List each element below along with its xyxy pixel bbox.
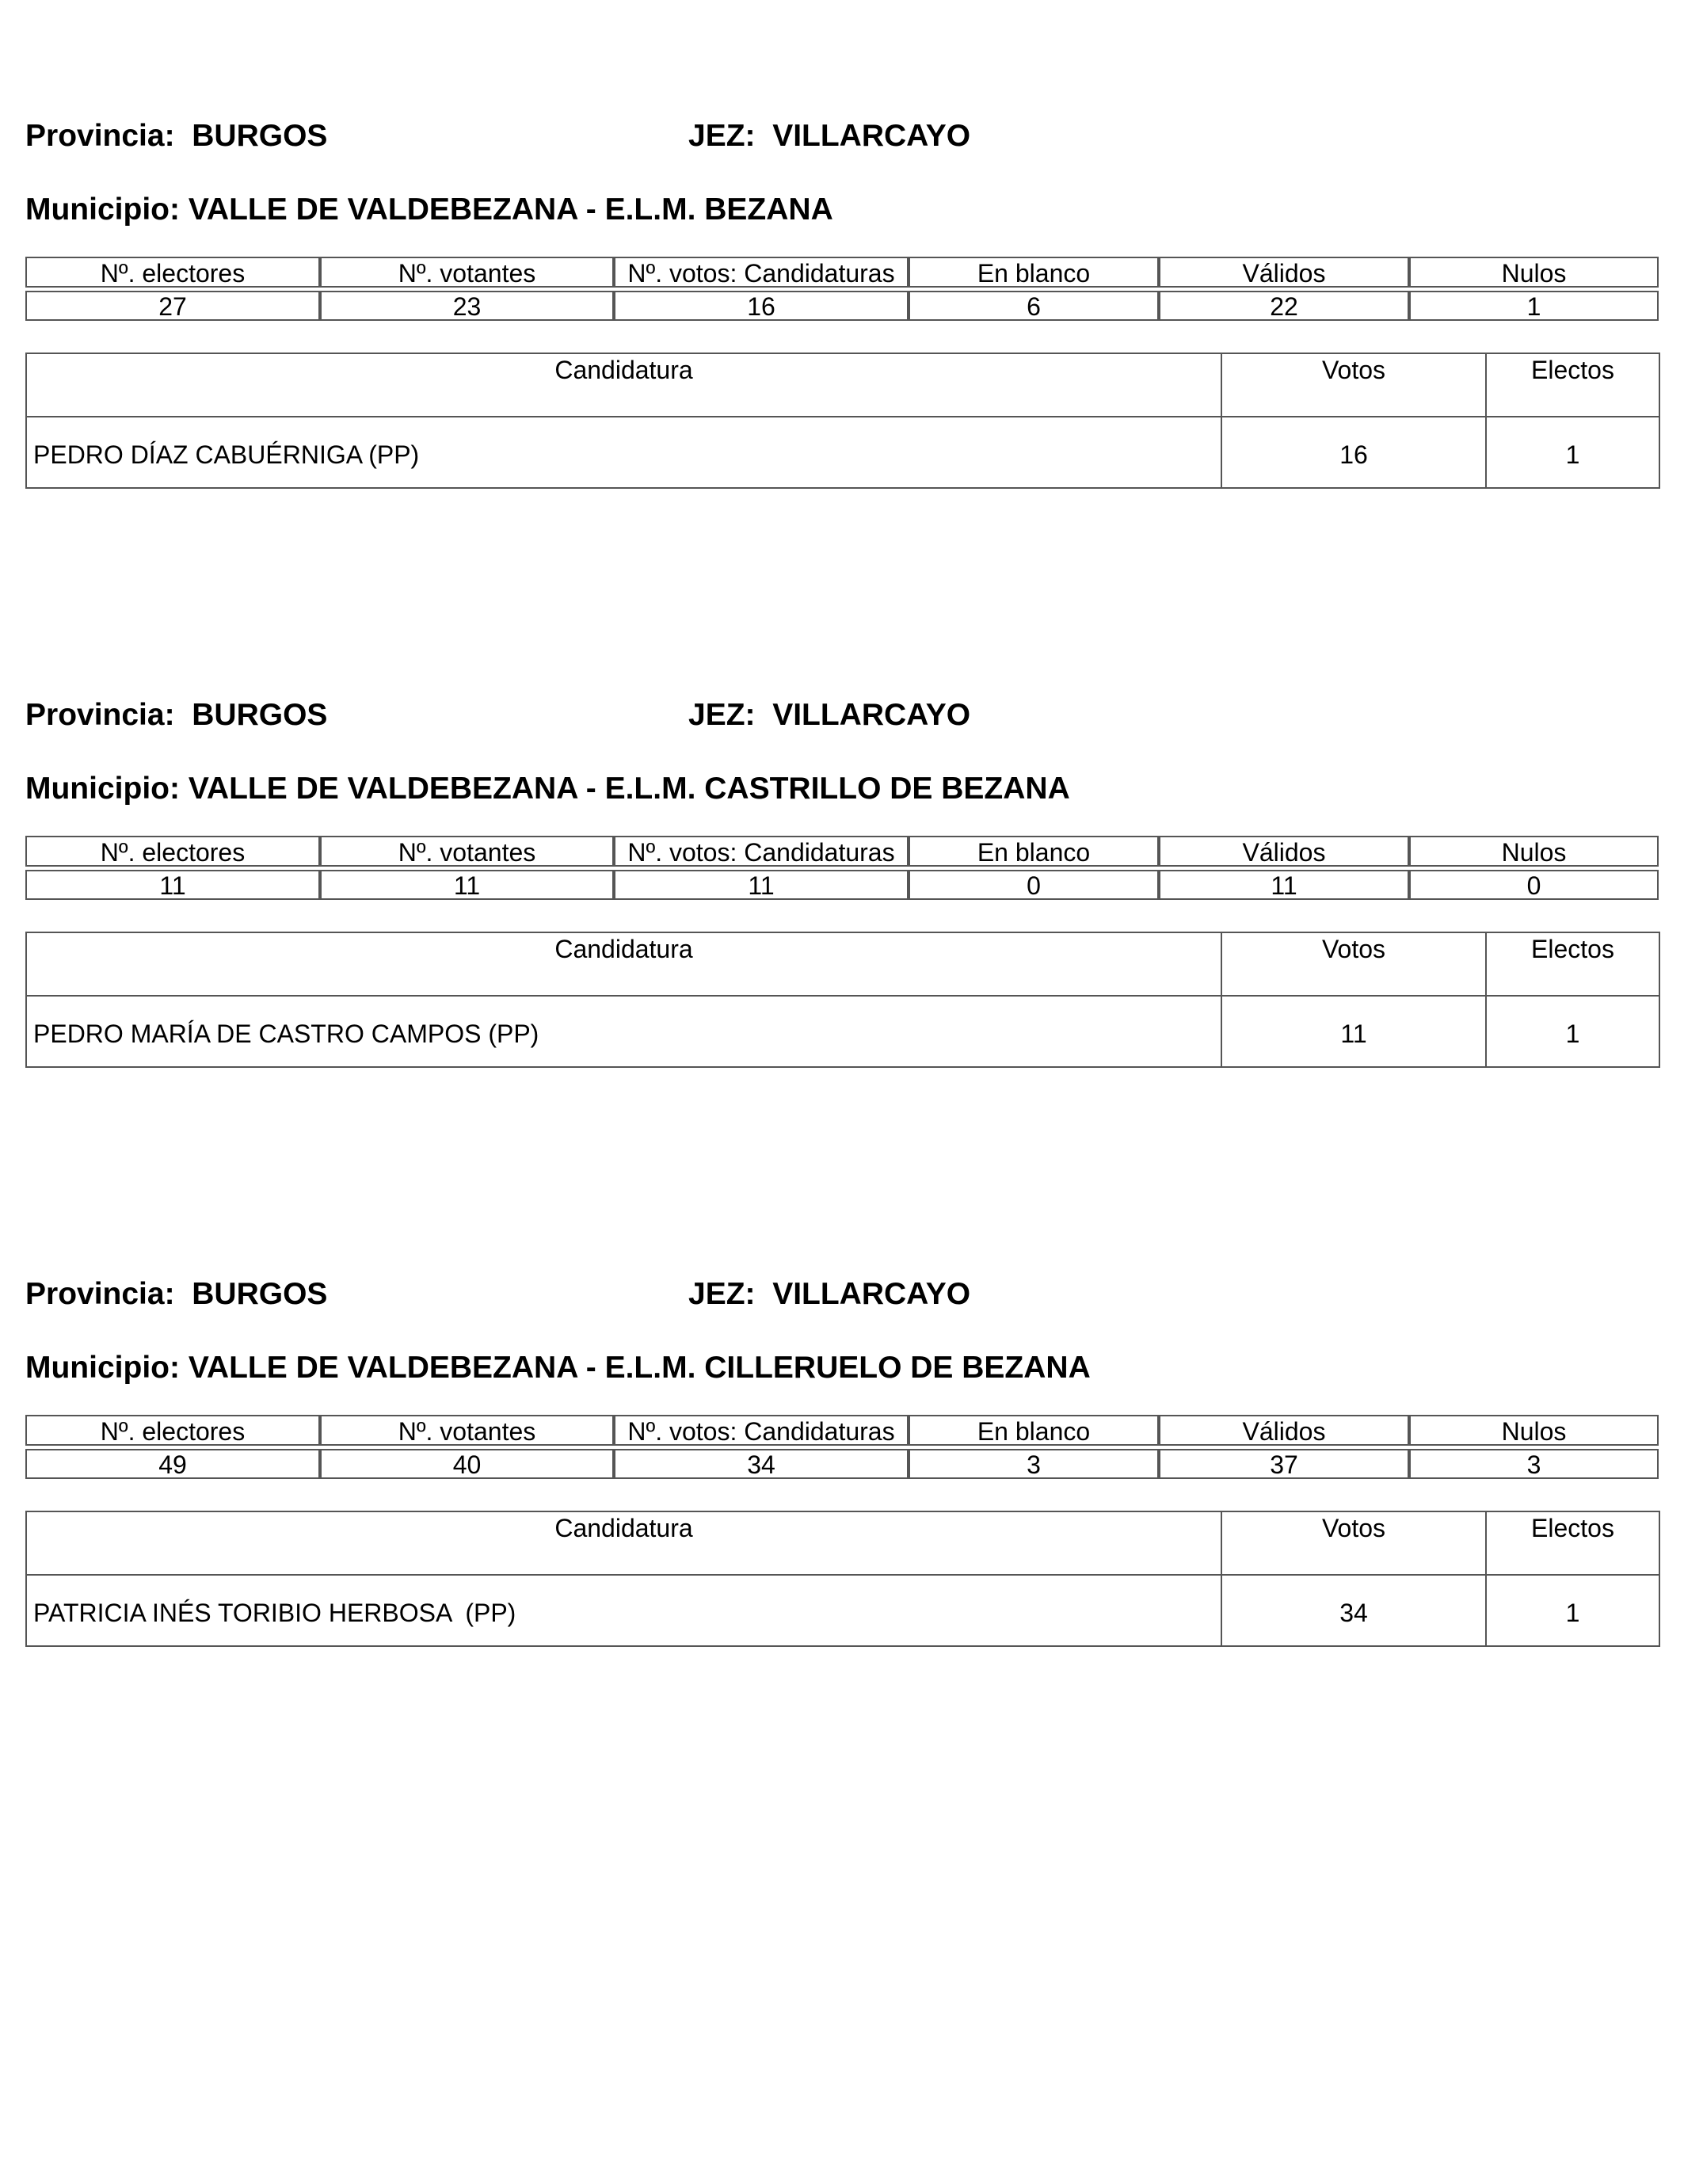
candidates-table	[25, 932, 1660, 1068]
stats-table	[25, 1415, 1659, 1479]
jez-label: JEZ:	[688, 119, 756, 153]
stats-header-row	[25, 257, 1659, 288]
stats-value-row	[25, 291, 1659, 321]
jez-value: VILLARCAYO	[772, 119, 971, 153]
provincia-line	[25, 1277, 971, 1312]
candidate-name: PEDRO DÍAZ CABUÉRNIGA (PP)	[26, 417, 1221, 488]
stats-value-row	[25, 1449, 1659, 1479]
stats-header-votos-candidaturas: Nº. votos: Candidaturas	[614, 836, 909, 867]
provincia-value: BURGOS	[192, 1277, 328, 1311]
stats-value-electores: 27	[25, 291, 320, 321]
provincia-value: BURGOS	[192, 698, 328, 732]
stats-value-en-blanco: 6	[909, 291, 1159, 321]
stats-value-votos-candidaturas: 11	[614, 870, 909, 900]
jez-value: VILLARCAYO	[772, 1277, 971, 1311]
stats-value-validos: 22	[1159, 291, 1409, 321]
stats-header-electores: Nº. electores	[25, 836, 320, 867]
provincia-label: Provincia:	[25, 1277, 175, 1311]
provincia-label: Provincia:	[25, 119, 175, 153]
municipio-line	[25, 192, 833, 227]
jez-label: JEZ:	[688, 698, 756, 732]
jez-label: JEZ:	[688, 1277, 756, 1311]
stats-value-validos: 11	[1159, 870, 1409, 900]
stats-value-nulos: 1	[1409, 291, 1659, 321]
stats-table	[25, 257, 1659, 321]
stats-header-electores: Nº. electores	[25, 1415, 320, 1446]
stats-header-en-blanco: En blanco	[909, 836, 1159, 867]
stats-value-en-blanco: 3	[909, 1449, 1159, 1479]
stats-value-votos-candidaturas: 34	[614, 1449, 909, 1479]
candidate-votos: 34	[1221, 1575, 1486, 1646]
stats-value-electores: 11	[25, 870, 320, 900]
stats-header-votos-candidaturas: Nº. votos: Candidaturas	[614, 257, 909, 288]
stats-value-votantes: 11	[320, 870, 614, 900]
municipio-value: VALLE DE VALDEBEZANA - E.L.M. CILLERUELO DE BEZANA	[188, 1351, 1091, 1385]
jez-line	[688, 698, 970, 733]
cand-header-candidatura: Candidatura	[26, 932, 1221, 996]
stats-header-nulos: Nulos	[1409, 1415, 1659, 1446]
stats-value-validos: 37	[1159, 1449, 1409, 1479]
cand-header-electos: Electos	[1486, 1511, 1659, 1575]
candidates-table	[25, 353, 1660, 489]
municipio-label: Municipio:	[25, 772, 180, 806]
stats-header-row	[25, 1415, 1659, 1446]
municipio-label: Municipio:	[25, 1351, 180, 1385]
jez-value: VILLARCAYO	[772, 698, 971, 732]
candidate-votos: 16	[1221, 417, 1486, 488]
candidate-name: PATRICIA INÉS TORIBIO HERBOSA (PP)	[26, 1575, 1221, 1646]
provincia-line	[25, 698, 971, 733]
candidate-row	[26, 417, 1659, 488]
candidates-header-row	[26, 353, 1659, 417]
cand-header-votos: Votos	[1221, 353, 1486, 417]
stats-header-votantes: Nº. votantes	[320, 257, 614, 288]
candidate-row	[26, 1575, 1659, 1646]
stats-table	[25, 836, 1659, 900]
stats-value-votantes: 40	[320, 1449, 614, 1479]
stats-value-nulos: 0	[1409, 870, 1659, 900]
jez-line	[688, 1277, 970, 1312]
municipio-value: VALLE DE VALDEBEZANA - E.L.M. BEZANA	[188, 192, 833, 227]
candidate-electos: 1	[1486, 417, 1659, 488]
stats-header-nulos: Nulos	[1409, 257, 1659, 288]
candidates-table	[25, 1511, 1660, 1647]
cand-header-votos: Votos	[1221, 1511, 1486, 1575]
cand-header-electos: Electos	[1486, 353, 1659, 417]
candidate-electos: 1	[1486, 996, 1659, 1067]
jez-line	[688, 119, 970, 154]
municipio-line	[25, 1351, 1091, 1385]
stats-header-row	[25, 836, 1659, 867]
candidates-header-row	[26, 1511, 1659, 1575]
stats-header-electores: Nº. electores	[25, 257, 320, 288]
cand-header-candidatura: Candidatura	[26, 353, 1221, 417]
stats-header-votantes: Nº. votantes	[320, 1415, 614, 1446]
stats-value-electores: 49	[25, 1449, 320, 1479]
candidate-name: PEDRO MARÍA DE CASTRO CAMPOS (PP)	[26, 996, 1221, 1067]
stats-header-validos: Válidos	[1159, 257, 1409, 288]
stats-header-votos-candidaturas: Nº. votos: Candidaturas	[614, 1415, 909, 1446]
municipio-label: Municipio:	[25, 192, 180, 227]
stats-value-nulos: 3	[1409, 1449, 1659, 1479]
provincia-line	[25, 119, 971, 154]
candidate-electos: 1	[1486, 1575, 1659, 1646]
cand-header-electos: Electos	[1486, 932, 1659, 996]
stats-value-votos-candidaturas: 16	[614, 291, 909, 321]
stats-value-row	[25, 870, 1659, 900]
municipio-value: VALLE DE VALDEBEZANA - E.L.M. CASTRILLO DE BEZANA	[188, 772, 1070, 806]
municipio-line	[25, 772, 1070, 806]
candidate-row	[26, 996, 1659, 1067]
stats-value-en-blanco: 0	[909, 870, 1159, 900]
stats-header-validos: Válidos	[1159, 1415, 1409, 1446]
candidate-votos: 11	[1221, 996, 1486, 1067]
cand-header-votos: Votos	[1221, 932, 1486, 996]
provincia-label: Provincia:	[25, 698, 175, 732]
provincia-value: BURGOS	[192, 119, 328, 153]
stats-header-votantes: Nº. votantes	[320, 836, 614, 867]
stats-header-en-blanco: En blanco	[909, 1415, 1159, 1446]
cand-header-candidatura: Candidatura	[26, 1511, 1221, 1575]
stats-header-nulos: Nulos	[1409, 836, 1659, 867]
candidates-header-row	[26, 932, 1659, 996]
stats-header-validos: Válidos	[1159, 836, 1409, 867]
stats-value-votantes: 23	[320, 291, 614, 321]
stats-header-en-blanco: En blanco	[909, 257, 1159, 288]
